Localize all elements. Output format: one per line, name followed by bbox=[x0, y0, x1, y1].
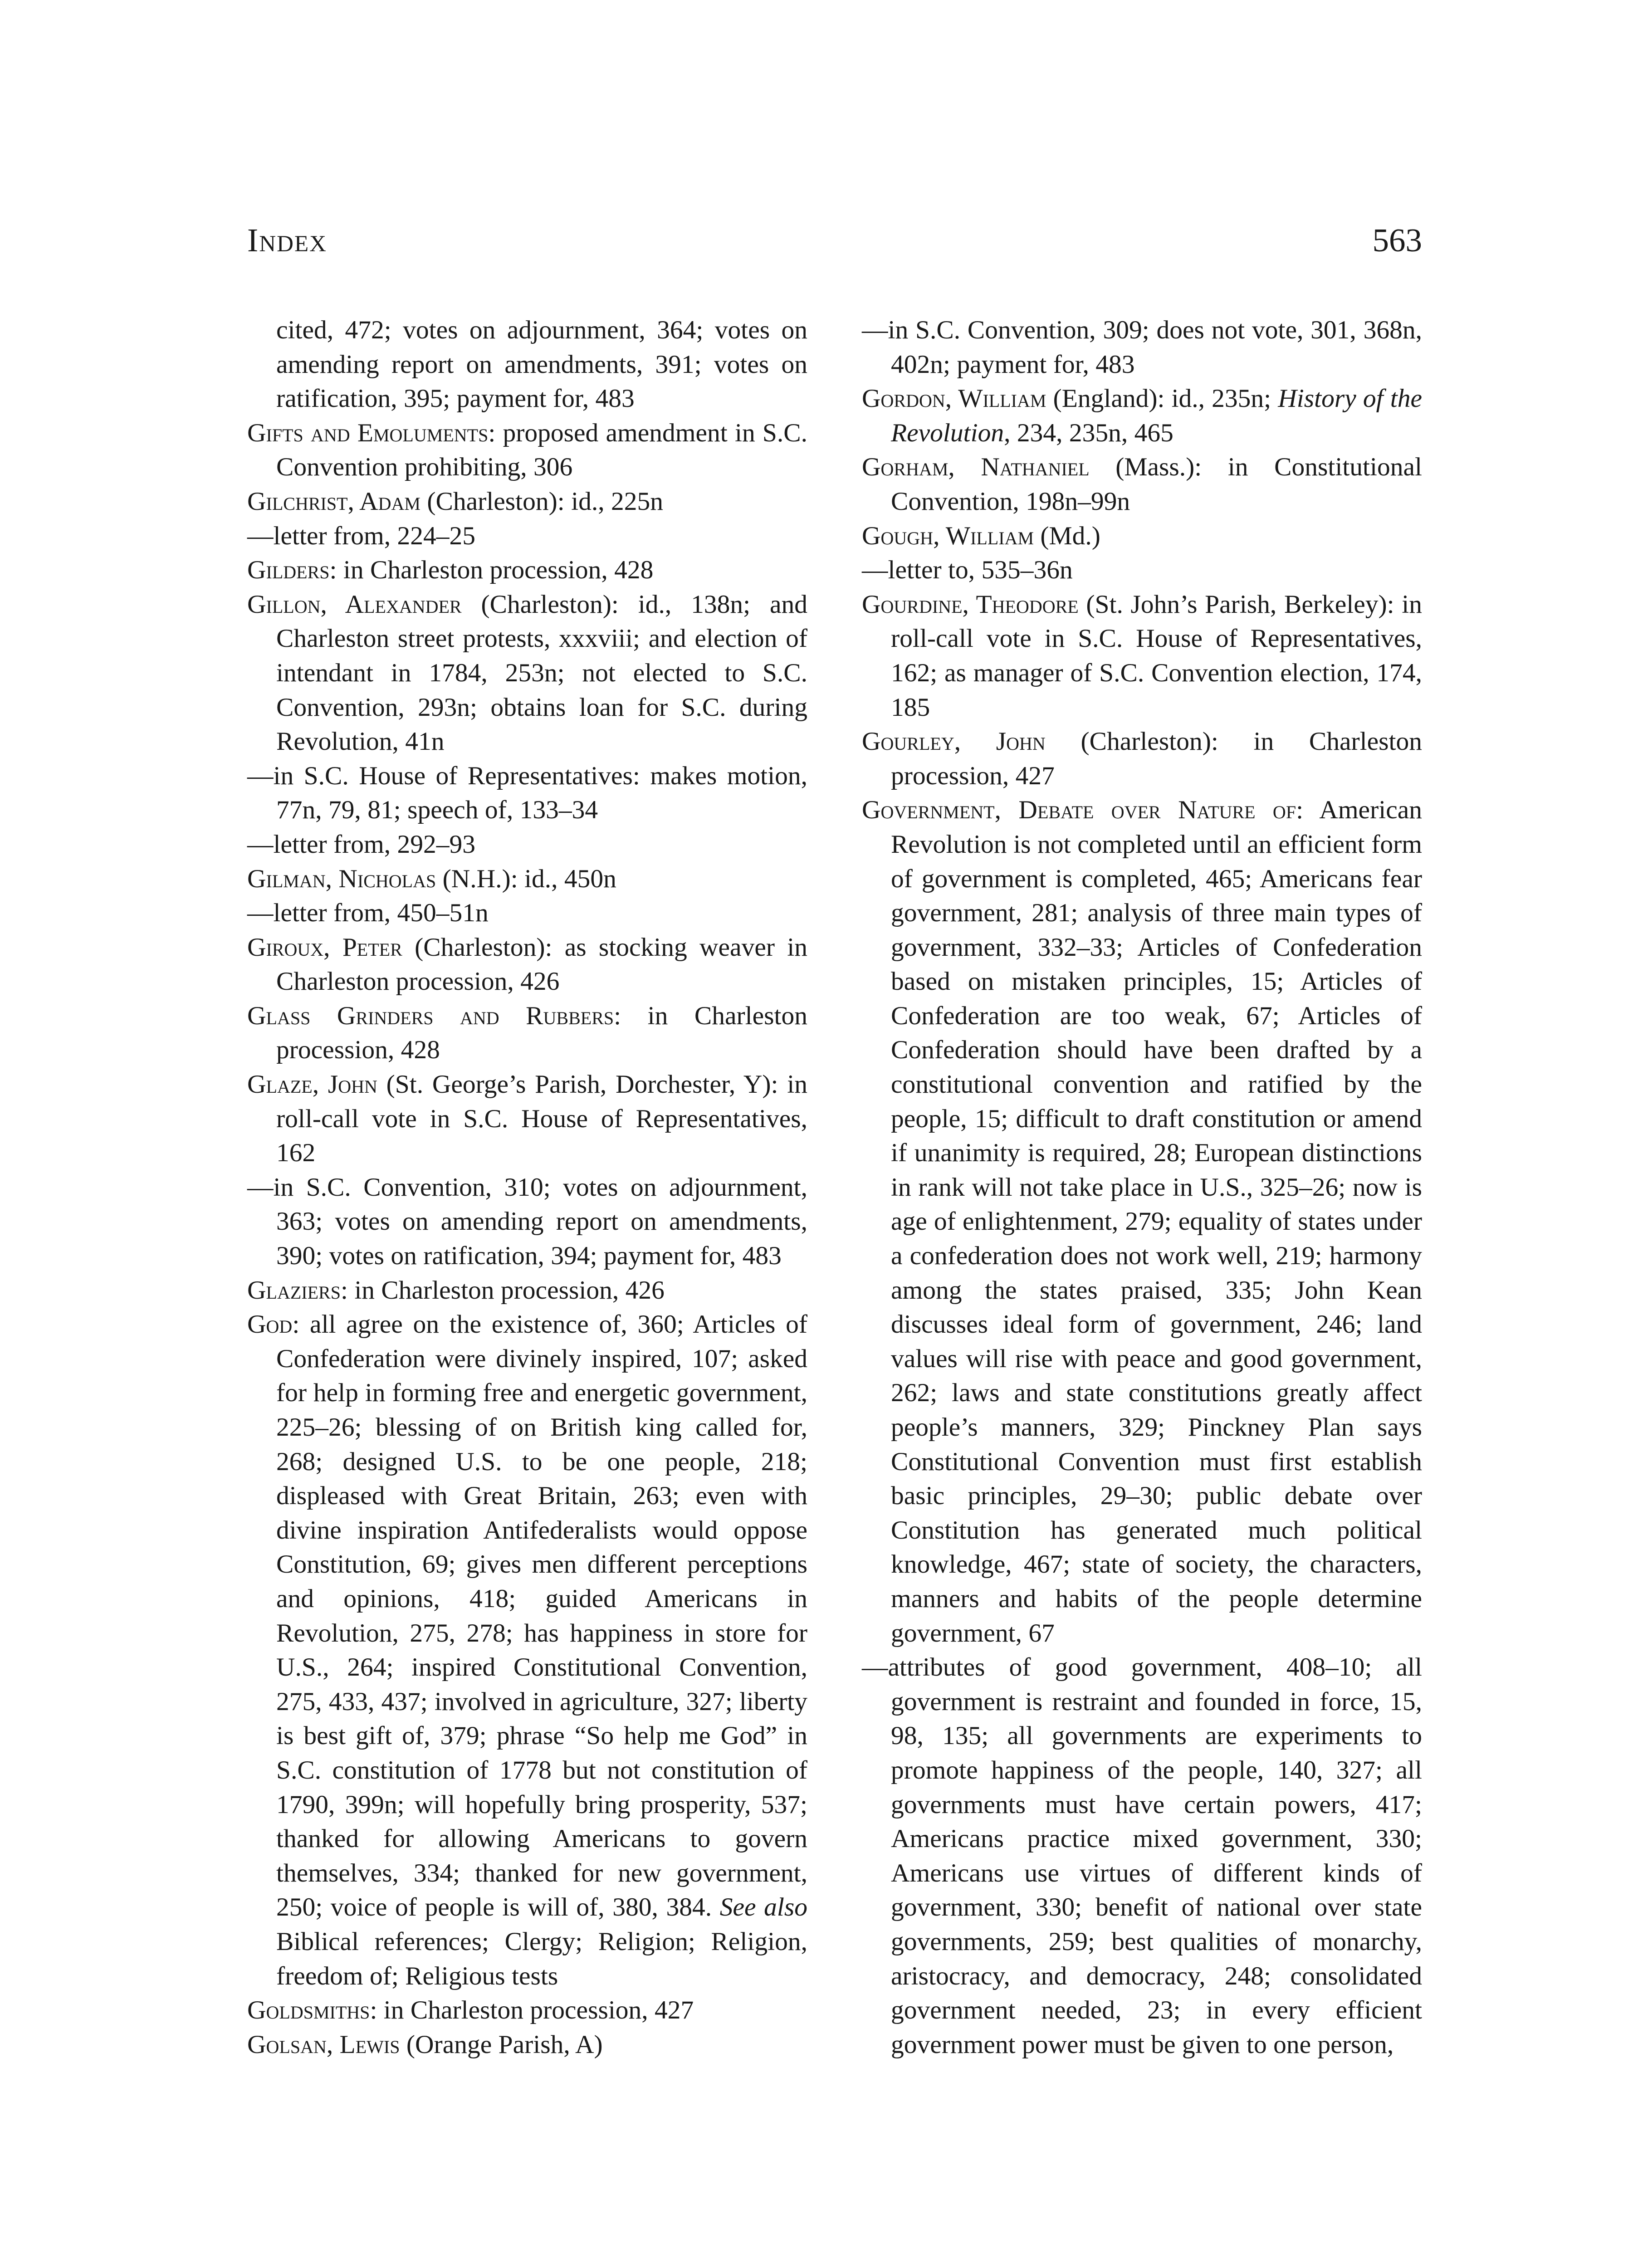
index-entry: God: all agree on the existence of, 360; Articles of Confederation were divinely inspired, 107; asked for help in forming free and energetic government, 225–26; blessing of on British king called for, 268; designed U.S. to be one people, 218; displeased with Great Britain, 263; even with divine inspiration Antifederalists would oppose Constitution, 69; gives men different perceptions and opinions, 418; guided Americans in Revolution, 275, 278; has happiness in store for U.S., 264; inspired Constitutional Convention, 275, 433, 437; involved in agriculture, 327; liberty is best gift of, 379; phrase “So help me God” in S.C. constitution of 1778 but not constitution of 1790, 399n; will hopefully bring prosperity, 537; thanked for allowing Americans to govern themselves, 334; thanked for new government, 250; voice of people is will of, 380, 384. See also Biblical references; Clergy; Religion; Religion, freedom of; Religious tests bbox=[247, 1310, 807, 1990]
page-header bbox=[247, 215, 1422, 265]
index-subentry: —in S.C. Convention, 310; votes on adjournment, 363; votes on amending report on amendments, 390; votes on ratification, 394; payment for, 483 bbox=[247, 1173, 807, 1271]
index-subentry: —in S.C. Convention, 309; does not vote, 301, 368n, 402n; payment for, 483 bbox=[862, 316, 1422, 379]
index-entry: Giroux, Peter (Charleston): as stocking weaver in Charleston procession, 426 bbox=[247, 933, 807, 996]
index-subentry: —letter to, 535–36n bbox=[862, 556, 1073, 585]
running-head: Index bbox=[247, 222, 327, 259]
entry-heading: Gourdine, Theodore bbox=[862, 590, 1079, 619]
entry-heading: Gilman, Nicholas bbox=[247, 864, 436, 893]
index-entry: Glass Grinders and Rubbers: in Charleston procession, 428 bbox=[247, 1001, 807, 1065]
entry-heading: Government, Debate over Nature of bbox=[862, 796, 1296, 825]
index-entry: Gilchrist, Adam (Charleston): id., 225n bbox=[247, 487, 663, 516]
entry-heading: Gilchrist, Adam bbox=[247, 487, 420, 516]
index-entry: Gilman, Nicholas (N.H.): id., 450n bbox=[247, 864, 616, 893]
entry-heading: Gilders bbox=[247, 556, 330, 585]
index-entry: Glaze, John (St. George’s Parish, Dorchester, Y): in roll-call vote in S.C. House of Representatives, 162 bbox=[247, 1070, 808, 1168]
right-column bbox=[862, 313, 1422, 2062]
entry-heading: God bbox=[247, 1310, 293, 1339]
index-subentry: —letter from, 224–25 bbox=[247, 521, 476, 550]
index-entry: Gillon, Alexander (Charleston): id., 138n; and Charleston street protests, xxxviii; and election of intendant in 1784, 253n; not elected to S.C. Convention, 293n; obtains loan for S.C. during Revolution, 41n bbox=[247, 590, 807, 756]
index-entry: Gordon, William (England): id., 235n; History of the Revolution, 234, 235n, 465 bbox=[862, 384, 1422, 447]
see-also: See also bbox=[719, 1893, 807, 1922]
index-entry: Goldsmiths: in Charleston procession, 427 bbox=[247, 1996, 694, 2025]
page-number: 563 bbox=[1372, 222, 1422, 259]
entry-heading: Golsan, Lewis bbox=[247, 2030, 400, 2059]
index-entry: Gorham, Nathaniel (Mass.): in Constitutional Convention, 198n–99n bbox=[862, 453, 1422, 516]
index-entry: Gough, William (Md.) bbox=[862, 521, 1100, 550]
entry-heading: Glass Grinders and Rubbers bbox=[247, 1001, 614, 1030]
entry-heading: Glaziers bbox=[247, 1276, 341, 1305]
book-title: History of the Revolution bbox=[891, 384, 1422, 447]
entry-heading: Goldsmiths bbox=[247, 1996, 370, 2025]
entry-heading: Gordon, William bbox=[862, 384, 1046, 413]
left-column bbox=[247, 313, 807, 2062]
index-entry: Government, Debate over Nature of: American Revolution is not completed until an efficient form of government is completed, 465; Americans fear government, 281; analysis of three main types of government, 332–33; Articles of Confederation based on mistaken principles, 15; Articles of Confederation are too weak, 67; Articles of Confederation should have been drafted by a constitutional convention and ratified by the people, 15; difficult to draft constitution or amend if unanimity is required, 28; European distinctions in rank will not take place in U.S., 325–26; now is age of enlightenment, 279; equality of states under a confederation does not work well, 219; harmony among the states praised, 335; John Kean discusses ideal form of government, 246; land values will rise with peace and good government, 262; laws and state constitutions greatly affect people’s manners, 329; Pinckney Plan says Constitutional Convention must first establish basic principles, 29–30; public debate over Constitution has generated much political knowledge, 467; state of society, the characters, manners and habits of the people determine government, 67 bbox=[862, 796, 1422, 1647]
entry-heading: Gifts and Emoluments bbox=[247, 418, 489, 447]
index-entry: Gourdine, Theodore (St. John’s Parish, Berkeley): in roll-call vote in S.C. House of Representatives, 162; as manager of S.C. Convention election, 174, 185 bbox=[862, 590, 1423, 722]
index-entry: Golsan, Lewis (Orange Parish, A) bbox=[247, 2030, 603, 2059]
index-entry: Gilders: in Charleston procession, 428 bbox=[247, 556, 654, 585]
entry-heading: Glaze, John bbox=[247, 1070, 377, 1099]
index-subentry: —letter from, 450–51n bbox=[247, 899, 489, 928]
index-subentry: —letter from, 292–93 bbox=[247, 830, 476, 859]
index-entry: Gourley, John (Charleston): in Charleston procession, 427 bbox=[862, 727, 1422, 790]
entry-heading: Gough, William bbox=[862, 521, 1034, 550]
index-subentry: —attributes of good government, 408–10; all government is restraint and founded in force, 15, 98, 135; all governments are experiments to promote happiness of the people, 140, 327; all governments must have certain powers, 417; Americans practice mixed government, 330; Americans use virtues of different kinds of government, 330; benefit of national over state governments, 259; best qualities of monarchy, aristocracy, and democracy, 248; consolidated government needed, 23; in every efficient government power must be given to one person, bbox=[862, 1653, 1422, 2059]
entry-heading: Gourley, John bbox=[862, 727, 1046, 756]
index-subentry: —in S.C. House of Representatives: makes motion, 77n, 79, 81; speech of, 133–34 bbox=[247, 761, 807, 825]
index-entry: Glaziers: in Charleston procession, 426 bbox=[247, 1276, 665, 1305]
entry-heading: Gorham, Nathaniel bbox=[862, 453, 1090, 482]
entry-heading: Giroux, Peter bbox=[247, 933, 402, 962]
index-entry: cited, 472; votes on adjournment, 364; votes on amending report on amendments, 391; votes on ratification, 395; payment for, 483 bbox=[276, 316, 807, 413]
entry-heading: Gillon, Alexander bbox=[247, 590, 462, 619]
index-entry: Gifts and Emoluments: proposed amendment in S.C. Convention prohibiting, 306 bbox=[247, 418, 807, 482]
